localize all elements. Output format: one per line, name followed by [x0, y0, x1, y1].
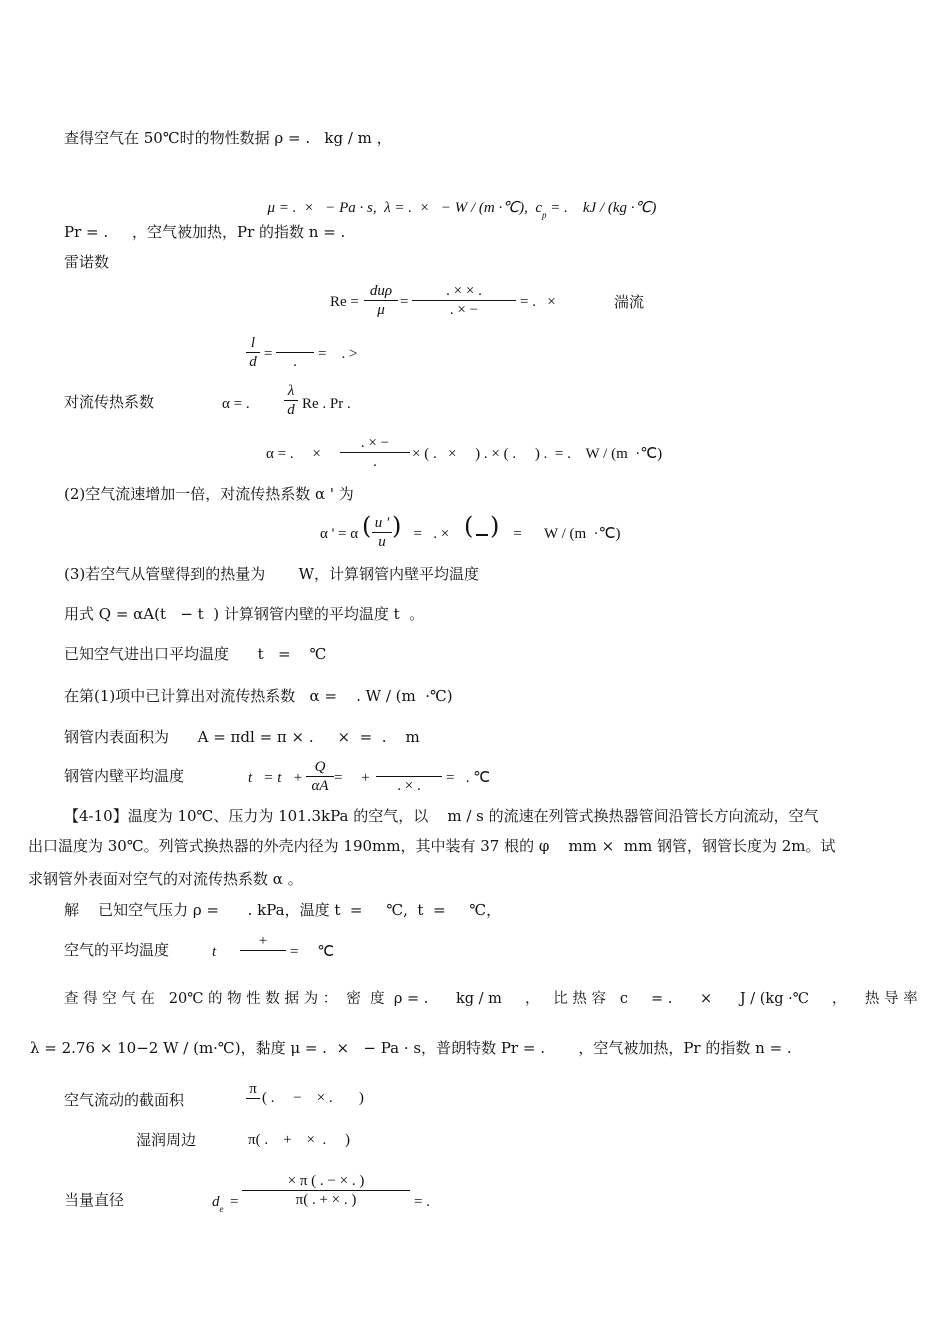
ld-equals: = — [264, 346, 273, 362]
alpha-reference-line: 在第(1)项中已计算出对流传热系数 α = . W / (m ·℃) — [64, 687, 453, 705]
de-denominator: π( . + × . ) — [295, 1192, 357, 1208]
re-flow-regime: 湍流 — [614, 293, 645, 311]
part-2-tail: = W / (m ·℃) — [502, 526, 621, 542]
solution-line-1: 解 已知空气压力 ρ = . kPa，温度 t = ℃, t = ℃， — [64, 901, 502, 919]
inner-area-line: 钢管内表面积为 A = πdl = π × . × = . m — [64, 728, 420, 746]
wet-perimeter-label: 湿润周边 — [136, 1131, 197, 1149]
ld-right: = . > — [318, 346, 358, 362]
left-paren-2: ( — [464, 512, 474, 540]
wall-temp-q-fraction — [306, 758, 334, 795]
equiv-diameter-symbol — [212, 1192, 224, 1213]
ld-denominator-2: . — [293, 354, 297, 370]
re-right: = . × — [520, 294, 556, 310]
alpha-calc-right: × ( . × ) . × ( . ) . = . W / (m ·℃) — [412, 446, 663, 462]
part-2-denominator: u — [378, 534, 386, 550]
conv-right: Re . Pr . — [302, 396, 351, 412]
re-denominator-1: μ — [377, 302, 385, 318]
de-subscript: e — [219, 1204, 224, 1214]
de-numerator: × π ( . − × . ) — [287, 1173, 365, 1189]
ld-denominator: d — [249, 354, 257, 370]
ld-fraction — [246, 334, 260, 371]
mean-temp-line: 已知空气进出口平均温度 t = ℃ — [64, 645, 327, 663]
re-fraction-2 — [412, 282, 516, 319]
wall-temp-q-denominator: αA — [311, 778, 329, 794]
fraction-bar-bold — [476, 534, 488, 536]
properties-20c-line: 查 得 空 气 在 20℃ 的 物 性 数 据 为 ： 密 度 ρ = . kg / m ， 比 热 容 c = . × J / (kg ·℃ ， 热 导 率 — [64, 991, 918, 1007]
re-numerator-1: duρ — [369, 283, 393, 299]
conv-label: 对流传热系数 — [64, 393, 155, 411]
alpha-calc-numerator: . × − — [360, 435, 390, 451]
conv-alpha: α = . — [222, 396, 250, 412]
part-2-fraction — [372, 514, 392, 551]
problem-4-10-line-1: 【4-10】温度为 10℃、压力为 101.3kPa 的空气，以 m / s 的流速在列管式换热器管间沿管长方向流动，空气 — [64, 807, 819, 825]
de-equals: = — [230, 1194, 239, 1210]
part-2-left: α ' = α — [320, 526, 359, 542]
wall-temp-fraction — [376, 758, 442, 795]
part-3-heading: (3)若空气从管壁得到的热量为 W，计算钢管内壁平均温度 — [64, 565, 480, 583]
re-left: Re = — [330, 294, 359, 310]
avg-temp-right: = ℃ — [290, 944, 335, 960]
equiv-diameter-label: 当量直径 — [64, 1191, 125, 1209]
avg-temp-numerator: + — [258, 933, 268, 949]
cp-subscript: p — [542, 210, 547, 220]
viscosity-expression: μ = . × − Pa · s, λ = . × − W / (m ·℃), c — [267, 200, 542, 216]
cp-expression: = . kJ / (kg ·℃) — [546, 200, 657, 216]
left-paren: ( — [362, 512, 372, 540]
wall-temp-numerator — [376, 758, 442, 776]
right-paren-2: ) — [490, 512, 500, 540]
de-d: d — [212, 1194, 220, 1210]
alpha-calc-denominator: . — [373, 454, 377, 470]
heading-reynolds: 雷诺数 — [64, 253, 110, 271]
conv-denominator: d — [287, 402, 295, 418]
ld-fraction-2 — [276, 334, 314, 371]
part-2-middle: = . × — [406, 526, 450, 542]
wall-temp-q-numerator: Q — [314, 759, 326, 775]
text-line-density-50c: 查得空气在 50℃时的物性数据 ρ = . kg / m ， — [64, 129, 392, 147]
ld-numerator: l — [250, 335, 256, 351]
wall-temp-right: = . ℃ — [446, 770, 491, 786]
avg-temp-fraction — [240, 932, 286, 969]
wall-temp-middle: = + — [334, 770, 370, 786]
area-label: 空气流动的截面积 — [64, 1091, 185, 1109]
alpha-calc-left: α = . × — [266, 446, 321, 462]
re-numerator-2: . × × . — [446, 283, 482, 299]
area-pi: π — [249, 1081, 257, 1097]
avg-temp-tm: t — [212, 944, 217, 960]
part-2-numerator: u ' — [374, 515, 390, 531]
avg-temp-denominator — [240, 951, 286, 969]
wall-temp-label: 钢管内壁平均温度 — [64, 767, 185, 785]
problem-4-10-line-2: 出口温度为 30℃。列管式换热器的外壳内径为 190mm，其中装有 37 根的 φ mm × mm 钢管，钢管长度为 2m。试 — [28, 837, 836, 855]
area-pi-fraction — [246, 1080, 260, 1117]
wall-temp-left: t = t + — [248, 770, 303, 786]
avg-temp-label: 空气的平均温度 — [64, 941, 170, 959]
alpha-calc-fraction — [340, 434, 410, 471]
problem-4-10-line-3: 求钢管外表面对空气的对流传热系数 α 。 — [28, 870, 303, 888]
text-line-prandtl: Pr = . ，空气被加热，Pr 的指数 n = . — [64, 223, 346, 241]
re-fraction-1 — [364, 282, 398, 319]
area-body: ( . − × . ) — [262, 1090, 364, 1106]
re-equals: = — [400, 294, 409, 310]
conv-numerator: λ — [287, 383, 295, 399]
formula-line: 用式 Q = αA(t − t ) 计算钢管内壁的平均温度 t 。 — [64, 605, 425, 623]
re-denominator-2: . × − — [449, 302, 479, 318]
de-right: = . — [414, 1194, 430, 1210]
conv-fraction — [284, 382, 298, 419]
wall-temp-denominator: . × . — [397, 778, 421, 794]
properties-20c-line-2: λ = 2.76 × 10−2 W / (m·℃)，黏度 μ = . × − Pa · s，普朗特数 Pr = . ，空气被加热，Pr 的指数 n = . — [30, 1039, 792, 1057]
de-fraction — [242, 1172, 410, 1209]
area-pi-denominator — [246, 1099, 260, 1117]
wet-perimeter-body: π( . + × . ) — [248, 1132, 350, 1148]
part-2-heading: (2)空气流速增加一倍，对流传热系数 α ' 为 — [64, 485, 354, 503]
text-line-viscosity-50c — [260, 178, 656, 219]
ld-numerator-2 — [276, 334, 314, 352]
right-paren: ) — [392, 512, 402, 540]
